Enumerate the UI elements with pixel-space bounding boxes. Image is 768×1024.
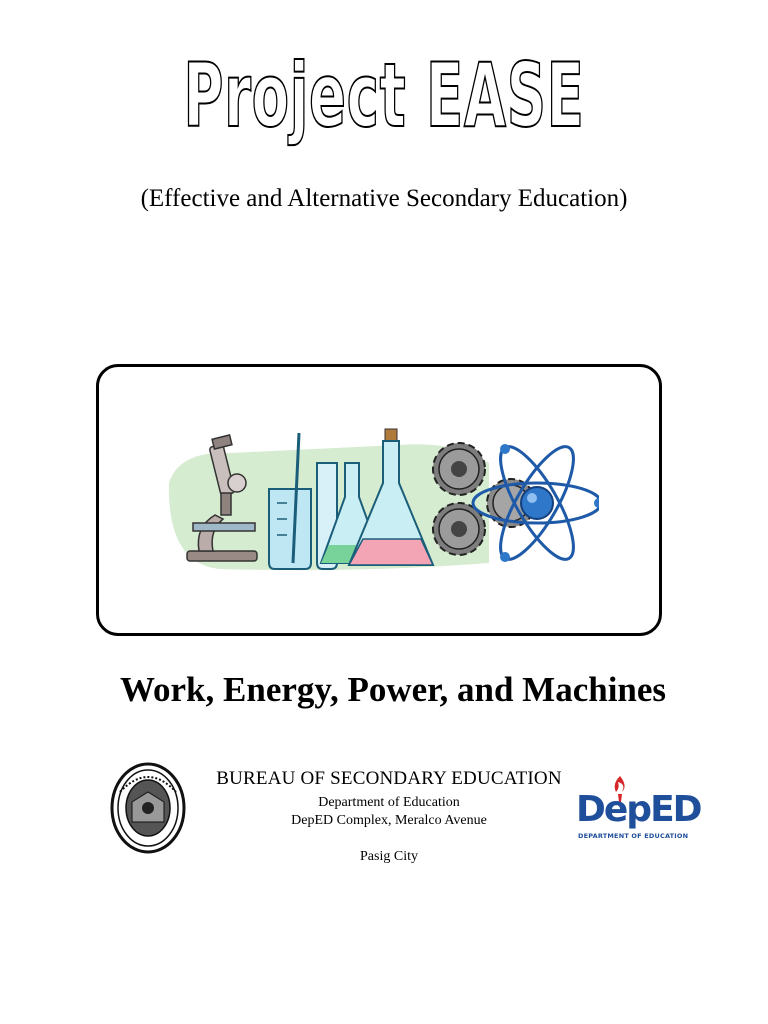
illustration-frame — [96, 364, 662, 636]
deped-subtext: DEPARTMENT OF EDUCATION — [578, 832, 689, 840]
deped-wordmark: DepED — [576, 789, 701, 830]
bureau-name: BUREAU OF SECONDARY EDUCATION — [216, 768, 562, 789]
bureau-seal-logo — [110, 762, 186, 854]
department-address: DepED Complex, Meralco Avenue — [291, 813, 487, 828]
department-city: Pasig City — [360, 849, 418, 864]
deped-logo — [574, 776, 701, 848]
project-title: Project EASE — [183, 44, 585, 147]
department-name: Department of Education — [318, 795, 460, 810]
science-illustration — [159, 423, 599, 579]
project-subtitle: (Effective and Alternative Secondary Education) — [140, 185, 628, 212]
module-title: Work, Energy, Power, and Machines — [119, 670, 667, 709]
